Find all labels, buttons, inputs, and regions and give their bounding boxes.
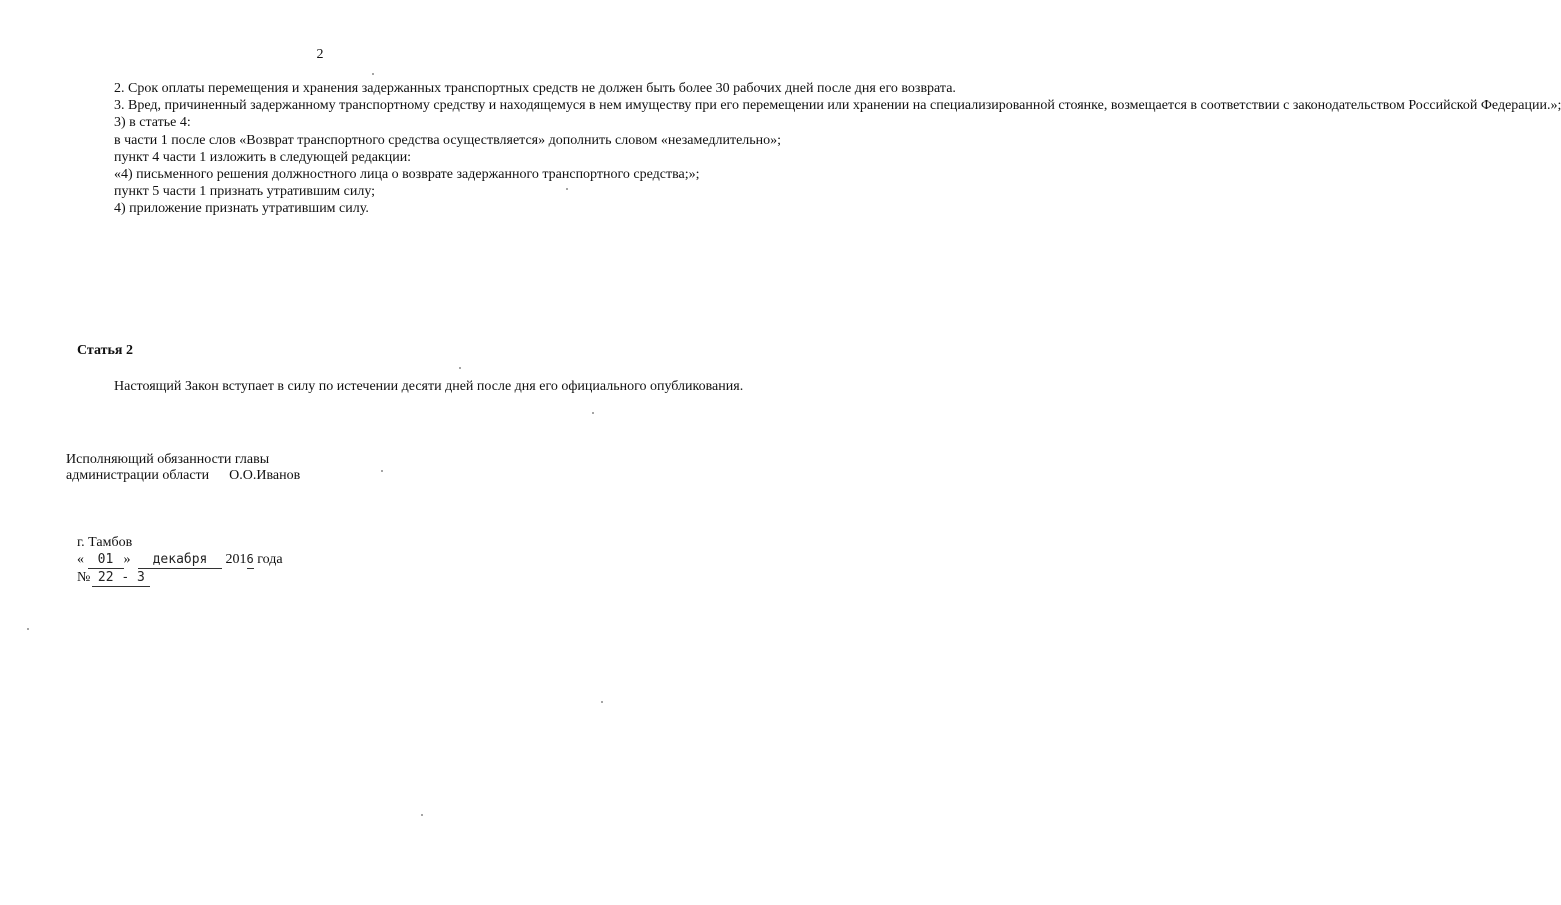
scan-speck bbox=[27, 628, 29, 630]
signatory-title-line2: администрации области bbox=[66, 468, 210, 483]
signature-block bbox=[66, 452, 300, 484]
date-year-prefix: 201 bbox=[225, 552, 247, 567]
scan-speck bbox=[566, 188, 568, 190]
number-value: 22 - 3 bbox=[92, 569, 150, 587]
place-date-block bbox=[77, 534, 283, 587]
paragraph: в части 1 после слов «Возврат транспортного средства осуществляется» дополнить словом «незамедлительно»; bbox=[114, 132, 782, 148]
place: г. Тамбов bbox=[77, 535, 133, 550]
paragraph: 3. Вред, причиненный задержанному транспортному средству и находящемуся в нем имуществу при его перемещении или хранении на специализированной стоянке, возмещается в соответствии с законодательством Российской Федерации.»; bbox=[114, 98, 1561, 114]
page-number: 2 bbox=[316, 47, 324, 62]
number-sign: № bbox=[77, 570, 91, 585]
paragraph: пункт 4 части 1 изложить в следующей редакции: bbox=[114, 149, 412, 165]
scan-speck bbox=[601, 701, 603, 703]
date-month: декабря bbox=[138, 551, 222, 569]
article-heading: Статья 2 bbox=[77, 343, 133, 358]
paragraph: 3) в статье 4: bbox=[114, 115, 191, 131]
article-2-body bbox=[77, 378, 744, 395]
date-open-quote: « bbox=[77, 552, 84, 567]
scan-speck bbox=[459, 367, 461, 369]
date-year-digit: 6 bbox=[247, 551, 254, 569]
article-1-continuation bbox=[77, 80, 1561, 218]
closing-paragraph: Настоящий Закон вступает в силу по истечении десяти дней после дня его официального опубликования. bbox=[114, 379, 744, 394]
scan-speck bbox=[421, 814, 423, 816]
paragraph: 4) приложение признать утратившим силу. bbox=[114, 201, 369, 217]
scan-speck bbox=[372, 73, 374, 75]
paragraph: пункт 5 части 1 признать утратившим силу; bbox=[114, 184, 376, 200]
scan-speck bbox=[592, 412, 594, 414]
scan-speck bbox=[381, 470, 383, 472]
paragraph: 2. Срок оплаты перемещения и хранения задержанных транспортных средств не должен быть более 30 рабочих дней после дня его возврата. bbox=[114, 81, 956, 96]
signatory-name: О.О.Иванов bbox=[229, 468, 301, 483]
number-line bbox=[77, 569, 283, 587]
paragraph: «4) письменного решения должностного лица о возврате задержанного транспортного средства;»; bbox=[114, 167, 700, 183]
date-close-quote: » bbox=[123, 552, 131, 567]
signatory-title-line1: Исполняющий обязанности главы bbox=[66, 452, 270, 467]
date-line bbox=[77, 551, 283, 569]
date-suffix: года bbox=[257, 552, 283, 567]
date-day: 01 bbox=[88, 551, 124, 569]
